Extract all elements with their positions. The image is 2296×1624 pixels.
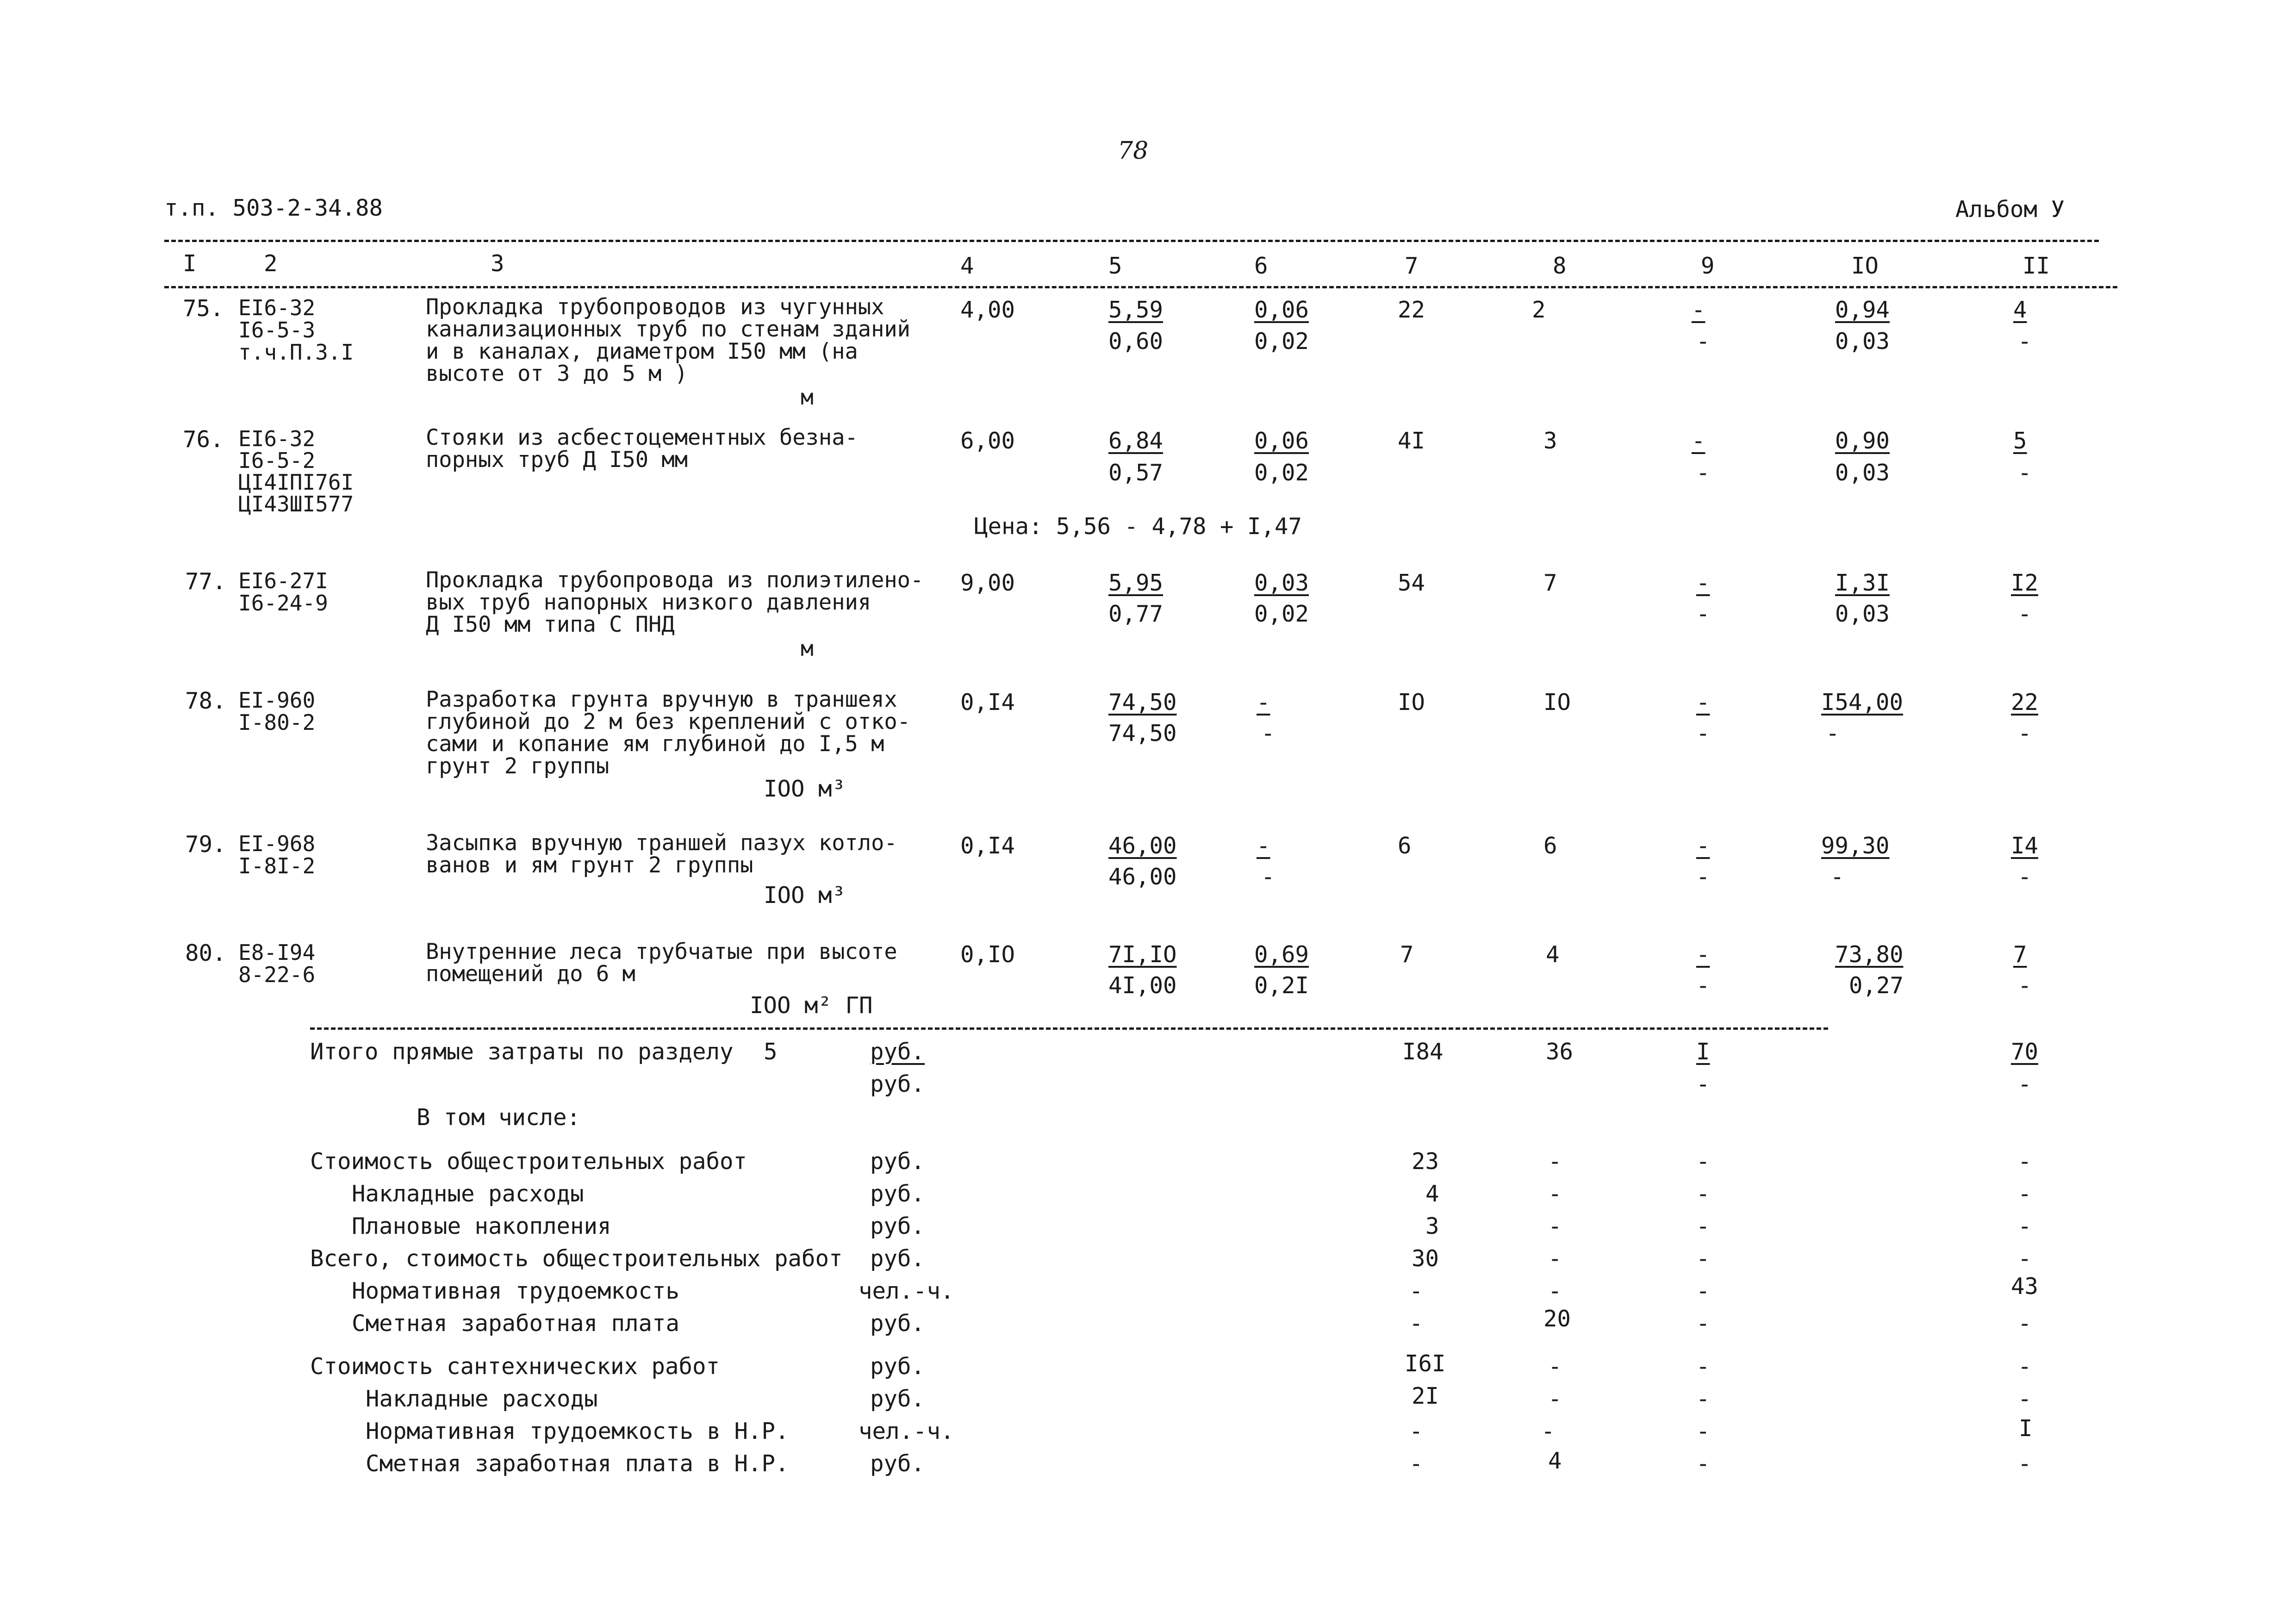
summary-line-label: Стоимость сантехнических работ: [310, 1353, 720, 1380]
summary-line-col8: -: [1548, 1181, 1562, 1207]
summary-line-col8: 4: [1548, 1448, 1562, 1474]
summary-line-col7: I6I: [1405, 1350, 1446, 1377]
row-col11-top: 4: [2013, 297, 2027, 323]
row-col5-top: 46,00: [1108, 833, 1177, 859]
row-col8: 6: [1543, 833, 1557, 859]
row-col5-top: 5,59: [1108, 297, 1164, 323]
summary-line-label: Накладные расходы: [366, 1386, 598, 1412]
col-header-4: 4: [960, 253, 974, 279]
row-col6-bottom: 0,2I: [1254, 972, 1309, 999]
row-col9-bottom: -: [1696, 864, 1710, 890]
row-col6-bottom: 0,02: [1254, 328, 1309, 355]
summary-line-unit: руб.: [870, 1310, 925, 1337]
row-description: Разработка грунта вручную в траншеях глубиной до 2 м без креплений с отко- сами и копание ям глубиной до I,5 м грунт 2 группы: [426, 687, 910, 779]
row-unit: IOO м³: [764, 882, 846, 908]
summary-line-label: Всего, стоимость общестроительных работ: [310, 1245, 843, 1272]
summary-line-col9: -: [1696, 1181, 1710, 1207]
col-header-5: 5: [1108, 253, 1122, 279]
row-col5-bottom: 46,00: [1108, 864, 1177, 890]
row-col10-bottom: 0,27: [1849, 972, 1904, 999]
row-col8: 4: [1546, 941, 1560, 968]
row-col11-top: 7: [2013, 941, 2027, 968]
row-col5-bottom: 4I,00: [1108, 972, 1177, 999]
row-col5-bottom: 0,60: [1108, 328, 1164, 355]
row-col11-bottom: -: [2018, 601, 2032, 627]
row-code: I6-5-2: [238, 448, 316, 473]
album-label: Альбом У: [1955, 196, 2065, 223]
summary-line-col11: -: [2018, 1386, 2032, 1412]
row-col7: 54: [1398, 570, 1425, 596]
summary-line-label: Нормативная трудоемкость в Н.Р.: [366, 1418, 789, 1444]
row-col10-bottom: -: [1830, 864, 1844, 890]
row-number: 76.: [183, 426, 224, 453]
summary-line-col9: -: [1696, 1278, 1710, 1304]
row-unit: м: [801, 636, 814, 661]
row-quantity: 0,I4: [960, 833, 1015, 859]
row-col9-top: -: [1696, 833, 1710, 859]
row-col6-top: 0,69: [1254, 941, 1309, 968]
row-col7: 7: [1400, 941, 1414, 968]
total-col9-bottom: -: [1696, 1071, 1710, 1097]
row-unit: IOO м² ГП: [750, 992, 873, 1019]
row-col5-top: 5,95: [1108, 570, 1164, 596]
summary-line-unit: руб.: [870, 1450, 925, 1477]
total-col9-top: I: [1696, 1039, 1710, 1065]
summary-line-col8: -: [1548, 1278, 1562, 1304]
summary-line-unit: руб.: [870, 1353, 925, 1380]
row-quantity: 0,I4: [960, 689, 1015, 716]
summary-line-col8: -: [1548, 1353, 1562, 1380]
total-unit-bottom: руб.: [870, 1071, 925, 1097]
row-col7: 4I: [1398, 428, 1425, 454]
row-col8: IO: [1543, 689, 1571, 716]
col-header-10: IO: [1851, 253, 1879, 279]
row-col9-top: -: [1692, 297, 1705, 323]
row-col11-top: 5: [2013, 428, 2027, 454]
row-col6-bottom: 0,02: [1254, 460, 1309, 486]
including-label: В том числе:: [417, 1104, 581, 1131]
summary-line-col11: -: [2018, 1148, 2032, 1175]
row-col6-bottom: 0,02: [1254, 601, 1309, 627]
header-bottom-rule: [164, 286, 2117, 288]
summary-line-col7: 30: [1412, 1245, 1439, 1272]
col-header-2: 2: [264, 250, 278, 277]
summary-line-unit: руб.: [870, 1245, 925, 1272]
row-code: 8-22-6: [238, 962, 316, 987]
col-header-9: 9: [1701, 253, 1715, 279]
row-col10-bottom: -: [1826, 720, 1840, 747]
row-col5-bottom: 74,50: [1108, 720, 1177, 747]
summary-line-col7: 3: [1425, 1213, 1439, 1239]
row-col7: 22: [1398, 297, 1425, 323]
summary-line-label: Нормативная трудоемкость: [352, 1278, 680, 1304]
row-number: 75.: [183, 295, 224, 322]
row-number: 78.: [185, 688, 226, 714]
summary-line-label: Стоимость общестроительных работ: [310, 1148, 747, 1175]
row-col7: IO: [1398, 689, 1425, 716]
row-col9-top: -: [1696, 570, 1710, 596]
row-code: ЕI-960: [238, 688, 316, 713]
row-col9-top: -: [1696, 689, 1710, 716]
summary-line-col9: -: [1696, 1213, 1710, 1239]
row-col5-bottom: 0,57: [1108, 460, 1164, 486]
row-quantity: 6,00: [960, 428, 1015, 454]
total-label: Итого прямые затраты по разделу: [310, 1039, 734, 1065]
row-col8: 7: [1543, 570, 1557, 596]
summary-line-unit: чел.-ч.: [859, 1418, 954, 1444]
row-col11-top: I2: [2011, 570, 2039, 596]
summary-line-col8: 20: [1543, 1306, 1571, 1332]
row-col6-top: 0,03: [1254, 570, 1309, 596]
summary-line-col11: I: [2019, 1415, 2033, 1442]
summary-line-col8: -: [1548, 1386, 1562, 1412]
row-col10-top: 73,80: [1835, 941, 1904, 968]
row-code: ЕI6-32: [238, 426, 316, 451]
row-col11-bottom: -: [2018, 720, 2032, 747]
row-description: Засыпка вручную траншей пазух котло- ванов и ям грунт 2 группы: [426, 830, 897, 878]
total-col8: 36: [1546, 1039, 1574, 1065]
summary-line-col7: 23: [1412, 1148, 1439, 1175]
col-header-11: II: [2022, 253, 2050, 279]
row-code: ЕI-968: [238, 831, 316, 856]
summary-line-col9: -: [1696, 1310, 1710, 1337]
summary-line-col11: -: [2018, 1181, 2032, 1207]
summary-line-col8: -: [1541, 1418, 1555, 1444]
total-separator-rule: [310, 1027, 1828, 1030]
total-col11-top: 70: [2011, 1039, 2039, 1065]
summary-line-col9: -: [1696, 1245, 1710, 1272]
row-col10-top: 99,30: [1821, 833, 1890, 859]
row-number: 77.: [185, 568, 226, 595]
row-col9-bottom: -: [1696, 601, 1710, 627]
row-col6-bottom: -: [1261, 864, 1275, 890]
col-header-1: I: [183, 250, 197, 277]
row-description: Стояки из асбестоцементных безна- порных труб Д I50 мм: [426, 425, 858, 473]
row-col8: 2: [1532, 297, 1546, 323]
row-description: Внутренние леса трубчатые при высоте помещений до 6 м: [426, 939, 897, 987]
row-col8: 3: [1543, 428, 1557, 454]
row-col9-bottom: -: [1696, 328, 1710, 355]
summary-line-col11: 43: [2011, 1273, 2039, 1300]
row-col9-top: -: [1692, 428, 1705, 454]
row-code: I-80-2: [238, 710, 316, 735]
summary-line-col11: -: [2018, 1245, 2032, 1272]
row-col5-bottom: 0,77: [1108, 601, 1164, 627]
col-header-7: 7: [1405, 253, 1419, 279]
row-col6-bottom: -: [1261, 720, 1275, 747]
summary-line-col7: -: [1409, 1278, 1423, 1304]
col-header-6: 6: [1254, 253, 1268, 279]
row-col11-top: 22: [2011, 689, 2039, 716]
row-code: ЕI6-32: [238, 295, 316, 320]
row-col7: 6: [1398, 833, 1412, 859]
row-col10-bottom: 0,03: [1835, 328, 1890, 355]
row-number: 79.: [185, 831, 226, 858]
row-col6-top: 0,06: [1254, 297, 1309, 323]
row-code: т.ч.П.3.I: [238, 340, 354, 365]
row-col10-bottom: 0,03: [1835, 460, 1890, 486]
row-quantity: 9,00: [960, 570, 1015, 596]
summary-line-col7: 2I: [1412, 1383, 1439, 1409]
summary-line-col9: -: [1696, 1148, 1710, 1175]
summary-line-label: Плановые накопления: [352, 1213, 611, 1239]
row-col11-bottom: -: [2018, 328, 2032, 355]
row-code: I6-24-9: [238, 591, 328, 616]
summary-line-unit: руб.: [870, 1213, 925, 1239]
row-code: I-8I-2: [238, 853, 316, 878]
row-col10-top: 0,94: [1835, 297, 1890, 323]
row-col11-top: I4: [2011, 833, 2039, 859]
summary-line-col11: -: [2018, 1450, 2032, 1477]
page-number: 78: [1118, 137, 1149, 165]
summary-line-col8: -: [1548, 1148, 1562, 1175]
header-top-rule: [164, 240, 2099, 242]
document-code: т.п. 503-2-34.88: [164, 195, 383, 221]
total-unit-top: руб.: [870, 1039, 925, 1065]
row-col11-bottom: -: [2018, 972, 2032, 999]
summary-line-col8: -: [1548, 1213, 1562, 1239]
row-col10-top: I,3I: [1835, 570, 1890, 596]
col-header-8: 8: [1553, 253, 1567, 279]
row-col10-bottom: 0,03: [1835, 601, 1890, 627]
summary-line-col7: -: [1409, 1450, 1423, 1477]
summary-line-col11: -: [2018, 1310, 2032, 1337]
row-col6-top: 0,06: [1254, 428, 1309, 454]
summary-line-col7: 4: [1425, 1181, 1439, 1207]
summary-line-col11: -: [2018, 1213, 2032, 1239]
row-col9-bottom: -: [1696, 972, 1710, 999]
summary-line-label: Сметная заработная плата: [352, 1310, 680, 1337]
summary-line-col8: -: [1548, 1245, 1562, 1272]
col-header-3: 3: [491, 250, 504, 277]
total-section: 5: [764, 1039, 778, 1065]
summary-line-label: Сметная заработная плата в Н.Р.: [366, 1450, 789, 1477]
row-col6-top: -: [1257, 689, 1270, 716]
row-code: ЦI43ШI577: [238, 492, 354, 516]
row-description: Прокладка трубопровода из полиэтилено- вых труб напорных низкого давления Д I50 мм типа С ПНД: [426, 567, 924, 637]
row-col5-top: 74,50: [1108, 689, 1177, 716]
row-col9-bottom: -: [1696, 460, 1710, 486]
summary-line-col9: -: [1696, 1450, 1710, 1477]
total-col7: I84: [1402, 1039, 1444, 1065]
row-col11-bottom: -: [2018, 864, 2032, 890]
row-quantity: 4,00: [960, 297, 1015, 323]
summary-line-col7: -: [1409, 1418, 1423, 1444]
summary-line-unit: руб.: [870, 1148, 925, 1175]
row-unit: IOO м³: [764, 776, 846, 802]
summary-line-col9: -: [1696, 1353, 1710, 1380]
summary-line-col9: -: [1696, 1418, 1710, 1444]
row-quantity: 0,IO: [960, 941, 1015, 968]
summary-line-label: Накладные расходы: [352, 1181, 584, 1207]
summary-line-col7: -: [1409, 1310, 1423, 1337]
row-col6-top: -: [1257, 833, 1270, 859]
summary-line-unit: руб.: [870, 1386, 925, 1412]
total-col11-bottom: -: [2018, 1071, 2032, 1097]
summary-line-unit: чел.-ч.: [859, 1278, 954, 1304]
row-col9-top: -: [1696, 941, 1710, 968]
row-number: 80.: [185, 940, 226, 966]
row-col10-top: I54,00: [1821, 689, 1904, 716]
row-description: Прокладка трубопроводов из чугунных канализационных труб по стенам зданий и в каналах, диаметром I50 мм (на высоте от 3 до 5 м ): [426, 294, 910, 386]
row-unit: м: [801, 385, 814, 410]
summary-line-col11: -: [2018, 1353, 2032, 1380]
row-col5-top: 6,84: [1108, 428, 1164, 454]
summary-line-col9: -: [1696, 1386, 1710, 1412]
row-col5-top: 7I,IO: [1108, 941, 1177, 968]
row-col9-bottom: -: [1696, 720, 1710, 747]
row-code: I6-5-3: [238, 317, 316, 342]
row-code: ЦI4IПI76I: [238, 470, 354, 495]
row-col10-top: 0,90: [1835, 428, 1890, 454]
row-col11-bottom: -: [2018, 460, 2032, 486]
row-code: Е8-I94: [238, 940, 316, 965]
row-code: ЕI6-27I: [238, 568, 328, 593]
price-note: Цена: 5,56 - 4,78 + I,47: [974, 513, 1302, 540]
summary-line-unit: руб.: [870, 1181, 925, 1207]
